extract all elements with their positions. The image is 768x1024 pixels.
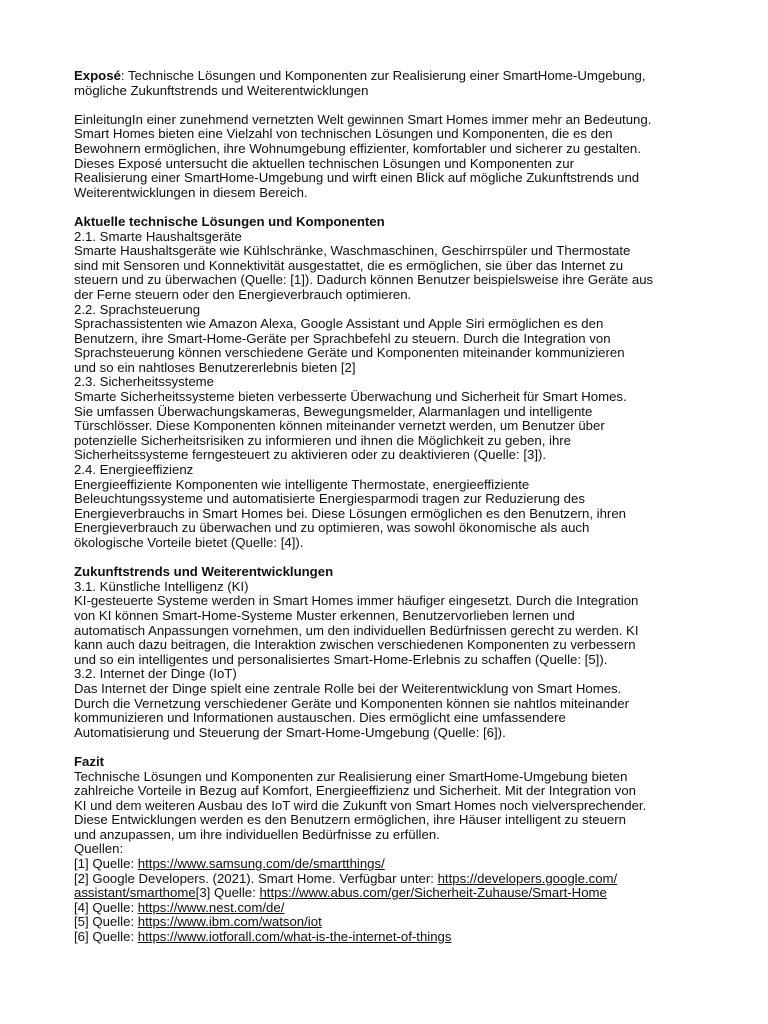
source-link-6[interactable]: https://www.iotforall.com/what-is-the-internet-of-things <box>137 929 452 945</box>
section-heading-current: Aktuelle technische Lösungen und Komponenten <box>74 213 385 229</box>
paragraph-line: Sie umfassen Überwachungskameras, Bewegungsmelder, Alarmanlagen und intelligente <box>74 403 593 419</box>
paragraph-line: Türschlösser. Diese Komponenten können miteinander vernetzt werden, um Benutzer über <box>74 418 605 434</box>
intro-line: Realisierung einer SmartHome-Umgebung und wirft einen Blick auf mögliche Zukunftstrends und <box>74 170 640 186</box>
paragraph-line: zahlreiche Vorteile in Bezug auf Komfort, Energieeffizienz und Sicherheit. Mit der Integration von <box>74 783 637 799</box>
paragraph-line: KI-gesteuerte Systeme werden in Smart Homes immer häufiger eingesetzt. Durch die Integration <box>74 593 639 609</box>
source-link-5[interactable]: https://www.ibm.com/watson/iot <box>137 914 322 930</box>
paragraph-line: steuern und zu überwachen (Quelle: [1]). Dadurch können Benutzer beispielsweise ihre Geräte aus <box>74 272 654 288</box>
paragraph-line: Sprachassistenten wie Amazon Alexa, Google Assistant und Apple Siri ermöglichen es den <box>74 316 604 332</box>
title-line-1 <box>74 69 704 84</box>
source-link-2[interactable]: https://developers.google.com/ <box>437 870 618 886</box>
section-heading-trends: Zukunftstrends und Weiterentwicklungen <box>74 564 334 580</box>
subsection-heading: 3.2. Internet der Dinge (IoT) <box>74 666 237 682</box>
source-prefix: [6] Quelle: <box>74 929 138 945</box>
paragraph-line: Durch die Vernetzung verschiedener Geräte und Komponenten können sie nahtlos miteinander <box>74 695 629 711</box>
paragraph-line: Benutzern, ihre Smart-Home-Geräte per Sprachbefehl zu steuern. Durch die Integration von <box>74 330 611 346</box>
source-item-4 <box>74 901 704 916</box>
source-link-3[interactable]: https://www.abus.com/ger/Sicherheit-Zuhause/Smart-Home <box>259 885 607 901</box>
paragraph-line: KI und dem weiteren Ausbau des IoT wird die Zukunft von Smart Homes noch vielversprechender. <box>74 797 647 813</box>
title-label: Exposé <box>74 68 121 83</box>
source-item-2-continued <box>74 886 704 901</box>
paragraph-line: Energieverbrauch zu überwachen und zu optimieren, was sowohl ökonomische als auch <box>74 520 590 536</box>
section-heading-conclusion: Fazit <box>74 753 105 769</box>
source-item-1 <box>74 857 704 872</box>
source-link-2-continued[interactable]: assistant/smarthome <box>74 885 196 901</box>
source-prefix: [3] Quelle: <box>195 885 260 901</box>
title-line-2: mögliche Zukunftstrends und Weiterentwicklungen <box>74 82 369 98</box>
paragraph-line: Energieeffiziente Komponenten wie intelligente Thermostate, energieeffiziente <box>74 476 530 492</box>
paragraph-line: Diese Entwicklungen werden es den Benutzern ermöglichen, ihre Häuser intelligent zu steuern <box>74 812 626 828</box>
source-link-1[interactable]: https://www.samsung.com/de/smartthings/ <box>137 856 385 872</box>
source-prefix: [5] Quelle: <box>74 914 138 930</box>
intro-line: EinleitungIn einer zunehmend vernetzten Welt gewinnen Smart Homes immer mehr an Bedeutung. <box>74 111 652 127</box>
paragraph-line: automatisch Anpassungen vornehmen, um den individuellen Bedürfnissen gerecht zu werden. KI <box>74 622 639 638</box>
intro-line: Smart Homes bieten eine Vielzahl von technischen Lösungen und Komponenten, die es den <box>74 126 613 142</box>
intro-line: Weiterentwicklungen in diesem Bereich. <box>74 184 308 200</box>
spacer <box>74 98 704 113</box>
intro-line: Dieses Exposé untersucht die aktuellen technischen Lösungen und Komponenten zur <box>74 155 574 171</box>
title-text: : Technische Lösungen und Komponenten zur Realisierung einer SmartHome-Umgebung, <box>120 68 646 83</box>
source-prefix: [2] Google Developers. (2021). Smart Home. Verfügbar unter: <box>74 870 438 886</box>
paragraph-line: Beleuchtungssysteme und automatisierte Energiesparmodi tragen zur Reduzierung des <box>74 491 585 507</box>
paragraph-line: der Ferne steuern oder den Energieverbrauch optimieren. <box>74 286 412 302</box>
paragraph-line: potenzielle Sicherheitsrisiken zu informieren und ihnen die Möglichkeit zu geben, ihre <box>74 432 572 448</box>
paragraph-line: von KI können Smart-Home-Systeme Muster erkennen, Benutzervorlieben lernen und <box>74 607 575 623</box>
source-item-2 <box>74 872 704 887</box>
subsection-heading: 3.1. Künstliche Intelligenz (KI) <box>74 578 249 594</box>
paragraph-line: sind mit Sensoren und Konnektivität ausgestattet, die es ermöglichen, sie über das Internet zu <box>74 257 624 273</box>
paragraph-line: Automatisierung und Steuerung der Smart-Home-Umgebung (Quelle: [6]). <box>74 724 506 740</box>
paragraph-line: und anzupassen, um ihre individuellen Bedürfnisse zu erfüllen. <box>74 826 440 842</box>
spacer <box>74 740 704 755</box>
spacer <box>74 200 704 215</box>
source-prefix: [4] Quelle: <box>74 899 138 915</box>
source-link-4[interactable]: https://www.nest.com/de/ <box>137 899 285 915</box>
source-prefix: [1] Quelle: <box>74 856 138 872</box>
subsection-heading: 2.4. Energieeffizienz <box>74 462 194 478</box>
source-item-5 <box>74 915 704 930</box>
subsection-heading: 2.3. Sicherheitssysteme <box>74 374 214 390</box>
source-item-6 <box>74 930 704 945</box>
paragraph-line: kommunizieren und Informationen austauschen. Dies ermöglicht eine umfassendere <box>74 710 566 726</box>
intro-paragraph <box>74 113 704 201</box>
sources-heading: Quellen: <box>74 841 124 857</box>
paragraph-line: ökologische Vorteile bietet (Quelle: [4]). <box>74 535 304 550</box>
paragraph-line: und so ein nahtloses Benutzererlebnis bieten [2] <box>74 359 356 375</box>
subsection-heading: 2.2. Sprachsteuerung <box>74 301 201 317</box>
paragraph-line: Das Internet der Dinge spielt eine zentrale Rolle bei der Weiterentwicklung von Smart Homes. <box>74 680 622 696</box>
paragraph-line: Technische Lösungen und Komponenten zur Realisierung einer SmartHome-Umgebung bieten <box>74 768 628 784</box>
paragraph-line: Sicherheitssysteme ferngesteuert zu aktivieren oder zu deaktivieren (Quelle: [3]). <box>74 447 547 463</box>
spacer <box>74 551 704 566</box>
paragraph-line: kann auch dazu beitragen, die Interaktion zwischen verschiedenen Komponenten zu verbessern <box>74 637 636 653</box>
paragraph-line: und so ein intelligentes und personalisiertes Smart-Home-Erlebnis zu schaffen (Quelle: [5]). <box>74 651 608 667</box>
intro-line: Bewohnern ermöglichen, ihre Wohnumgebung effizienter, komfortabler und sicherer zu gestalten. <box>74 140 641 156</box>
paragraph-line: Sprachsteuerung können verschiedene Geräte und Komponenten miteinander kommunizieren <box>74 345 625 361</box>
paragraph-line: Smarte Haushaltsgeräte wie Kühlschränke, Waschmaschinen, Geschirrspüler und Thermostate <box>74 243 631 259</box>
paragraph-line: Energieverbrauchs in Smart Homes bei. Diese Lösungen ermöglichen es den Benutzern, ihren <box>74 505 626 521</box>
subsection-heading: 2.1. Smarte Haushaltsgeräte <box>74 228 242 244</box>
paragraph-line: Smarte Sicherheitssysteme bieten verbesserte Überwachung und Sicherheit für Smart Homes. <box>74 389 627 405</box>
